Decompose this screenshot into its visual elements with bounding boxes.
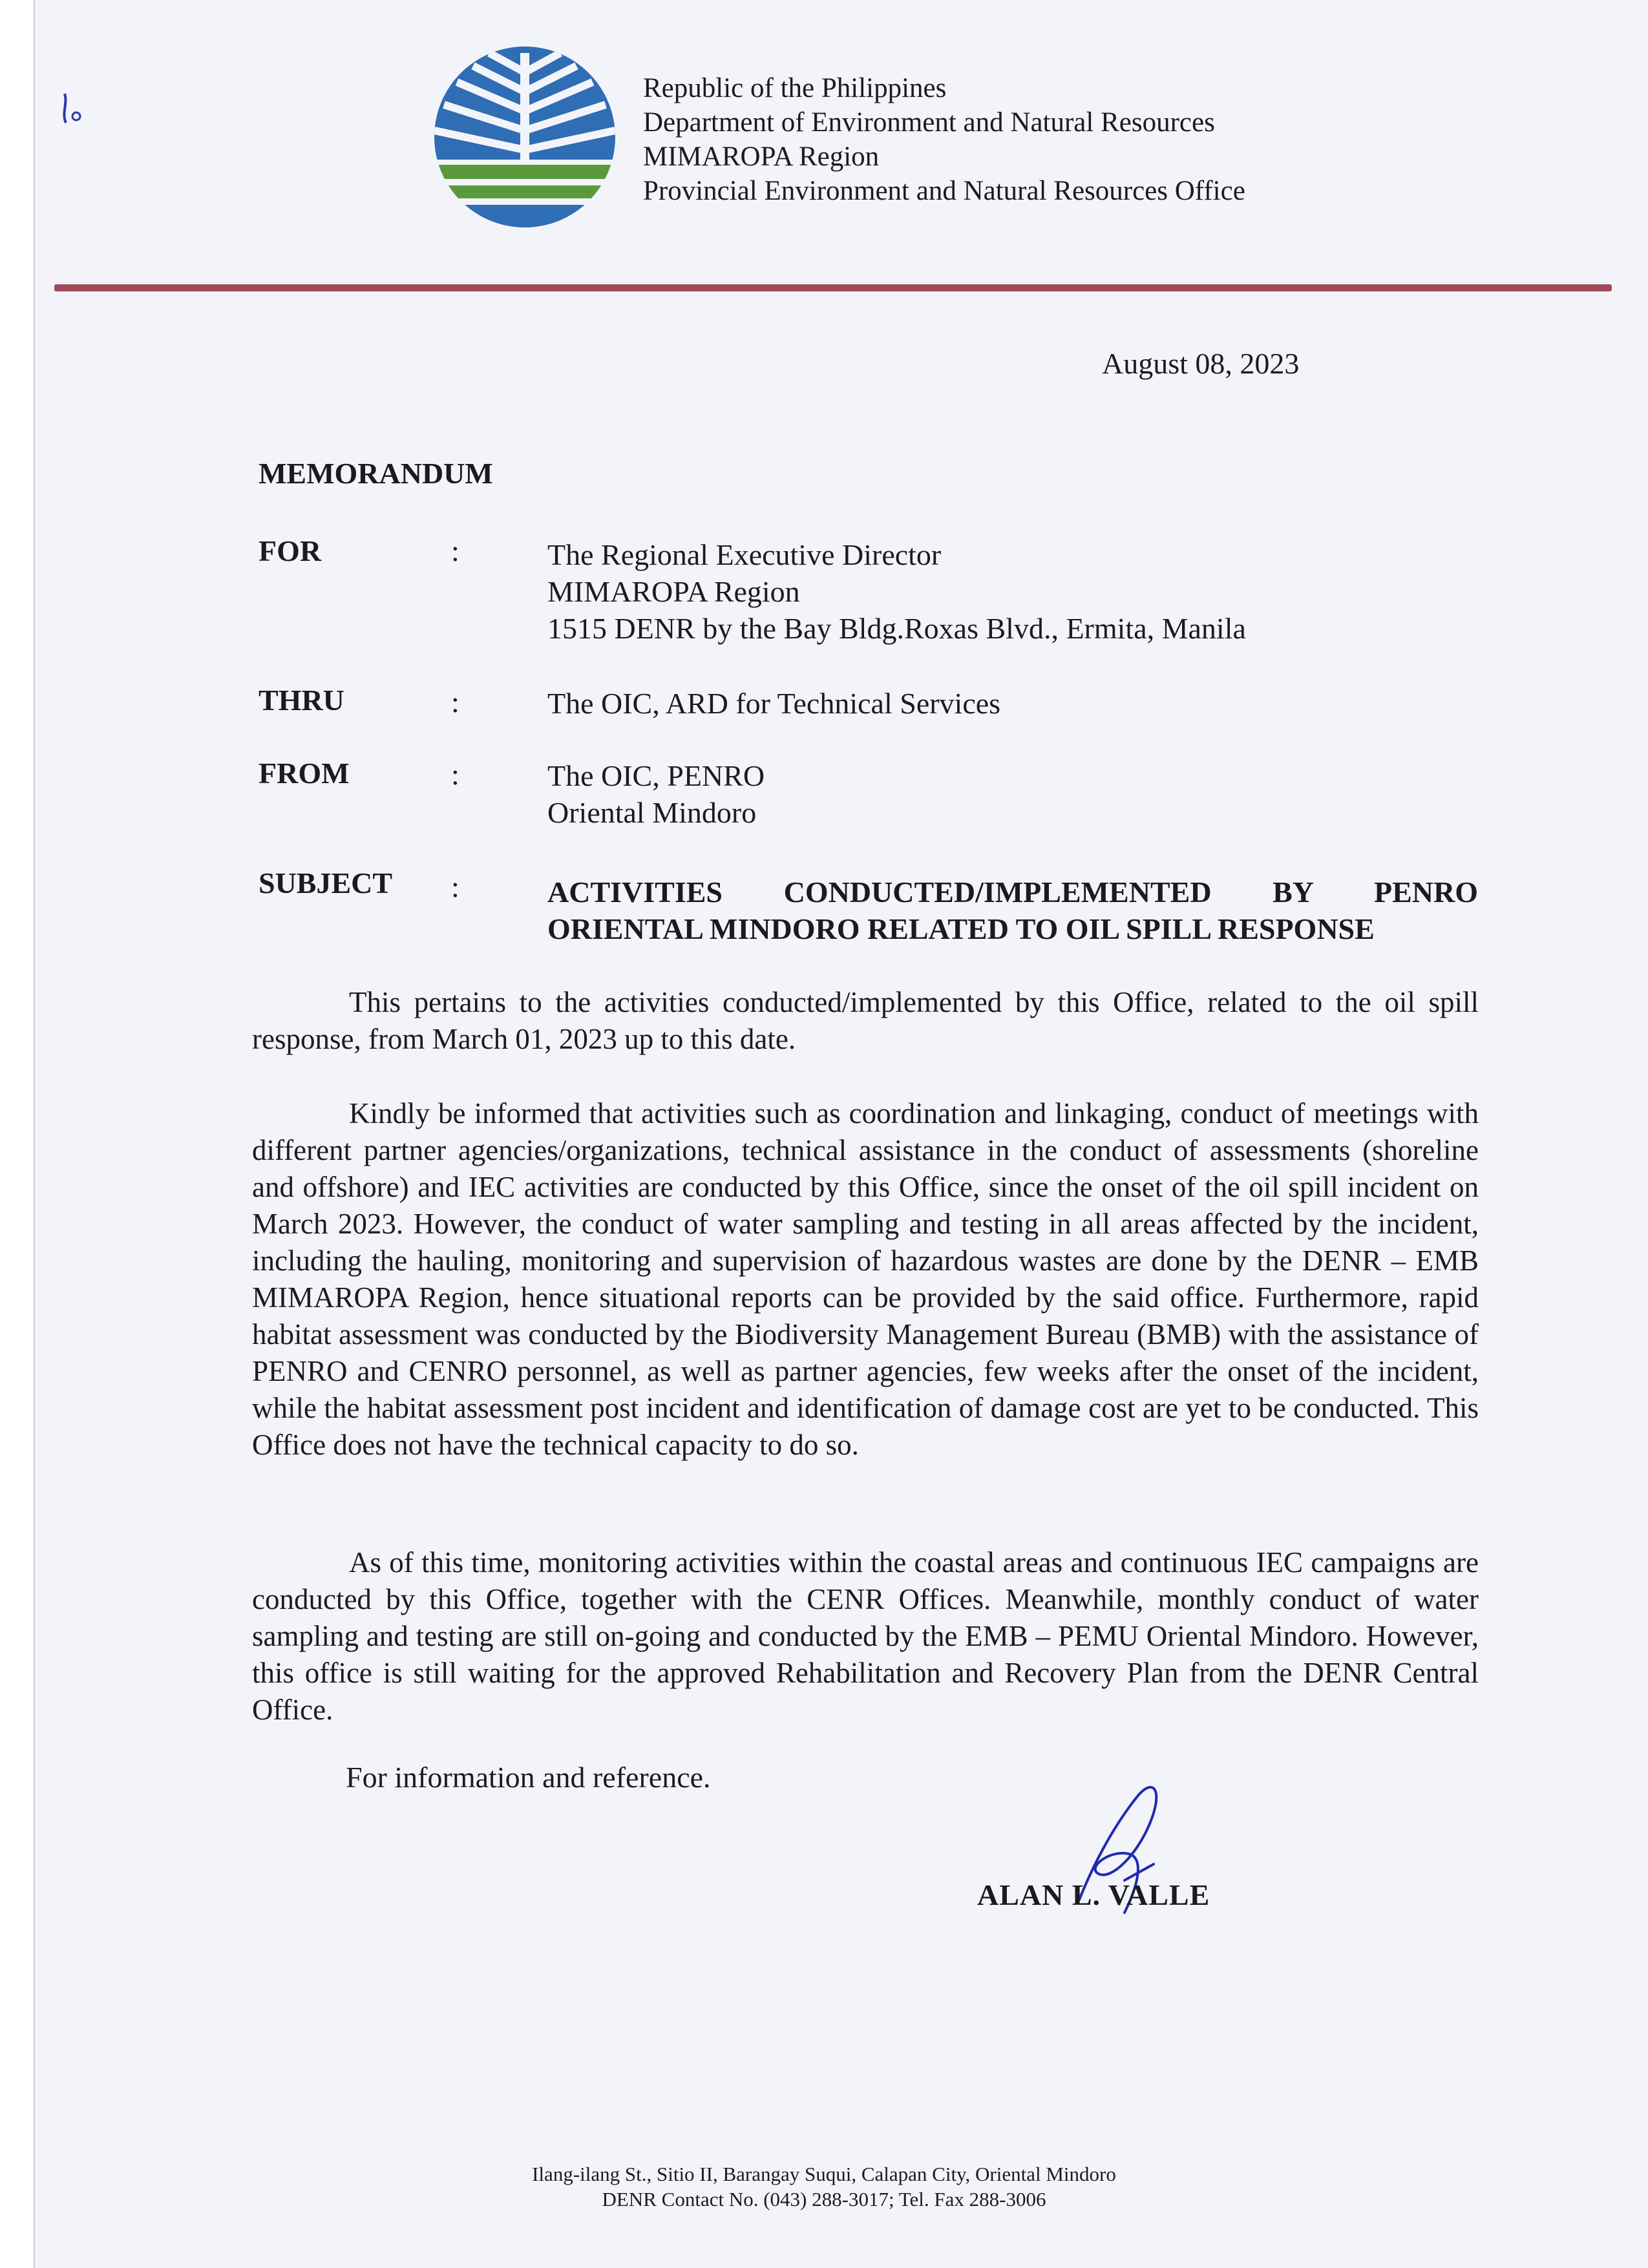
subject-line-2: ORIENTAL MINDORO RELATED TO OIL SPILL RESPONSE xyxy=(547,912,1375,945)
footer-address: Ilang-ilang St., Sitio II, Barangay Suqui, Calapan City, Oriental Mindoro xyxy=(532,2163,1116,2185)
for-line: MIMAROPA Region xyxy=(547,575,800,608)
denr-tree-logo-icon xyxy=(428,40,622,234)
footer xyxy=(0,2161,1648,2212)
thru-recipient xyxy=(547,685,1000,722)
body-paragraph-3: As of this time, monitoring activities within the coastal areas and continuous IEC campaigns are conducted by this Office, together with the CENR Offices. Meanwhile, monthly conduct of water sampling and testing are still on-going and conducted by the EMB – PEMU Oriental Mindoro. However, this office is still waiting for the approved Rehabilitation and Recovery Plan from the DENR Central Office. xyxy=(252,1546,1479,1726)
for-colon: : xyxy=(451,534,460,567)
letterhead-agency-lines xyxy=(643,71,1245,208)
letterhead-divider xyxy=(54,284,1612,291)
scan-edge xyxy=(0,0,35,2268)
letterhead-line: Department of Environment and Natural Resources xyxy=(643,107,1215,138)
letterhead-line: Provincial Environment and Natural Resources Office xyxy=(643,176,1245,206)
memo-title: MEMORANDUM xyxy=(259,457,493,490)
thru-colon: : xyxy=(451,686,460,719)
subject-text xyxy=(547,874,1478,947)
handwritten-initial-icon xyxy=(52,84,90,136)
from-colon: : xyxy=(451,758,460,791)
subject-label: SUBJECT xyxy=(259,866,393,899)
from-sender xyxy=(547,757,765,831)
from-line: Oriental Mindoro xyxy=(547,796,757,829)
thru-line: The OIC, ARD for Technical Services xyxy=(547,687,1001,720)
for-recipient xyxy=(547,536,1246,647)
for-line: 1515 DENR by the Bay Bldg.Roxas Blvd., Ermita, Manila xyxy=(547,612,1246,645)
memo-date: August 08, 2023 xyxy=(1102,347,1300,380)
body-paragraph-2: Kindly be informed that activities such as coordination and linkaging, conduct of meetings with different partner agencies/organizations, technical assistance in the conduct of assessments (shoreline and offshore) and IEC activities are conducted by this Office, since the onset of the oil spill incident on March 2023. However, the conduct of water sampling and testing in all areas affected by the incident, including the hauling, monitoring and supervision of hazardous wastes are done by the DENR – EMB MIMAROPA Region, hence situational reports can be provided by the said office. Furthermore, rapid habitat assessment was conducted by the Biodiversity Management Bureau (BMB) with the assistance of PENRO and CENRO personnel, as well as partner agencies, few weeks after the onset of the incident, while the habitat assessment post incident and identification of damage cost are yet to be conducted. This Office does not have the technical capacity to do so. xyxy=(252,1097,1479,1461)
subject-colon: : xyxy=(451,870,460,903)
for-label: FOR xyxy=(259,534,322,567)
letterhead-line: MIMAROPA Region xyxy=(643,142,880,172)
body-paragraph-1: This pertains to the activities conducted/implemented by this Office, related to the oil spill response, from March 01, 2023 up to this date. xyxy=(252,986,1479,1055)
footer-contact: DENR Contact No. (043) 288-3017; Tel. Fax 288-3006 xyxy=(602,2188,1046,2210)
subject-line-1: ACTIVITIES CONDUCTED/IMPLEMENTED BY PENRO xyxy=(547,876,1478,908)
for-line: The Regional Executive Director xyxy=(547,538,942,571)
closing-line: For information and reference. xyxy=(346,1761,711,1794)
from-label: FROM xyxy=(259,757,350,790)
from-line: The OIC, PENRO xyxy=(547,759,765,792)
signatory-name: ALAN L. VALLE xyxy=(977,1878,1210,1911)
letterhead-line: Republic of the Philippines xyxy=(643,73,947,103)
thru-label: THRU xyxy=(259,684,344,717)
